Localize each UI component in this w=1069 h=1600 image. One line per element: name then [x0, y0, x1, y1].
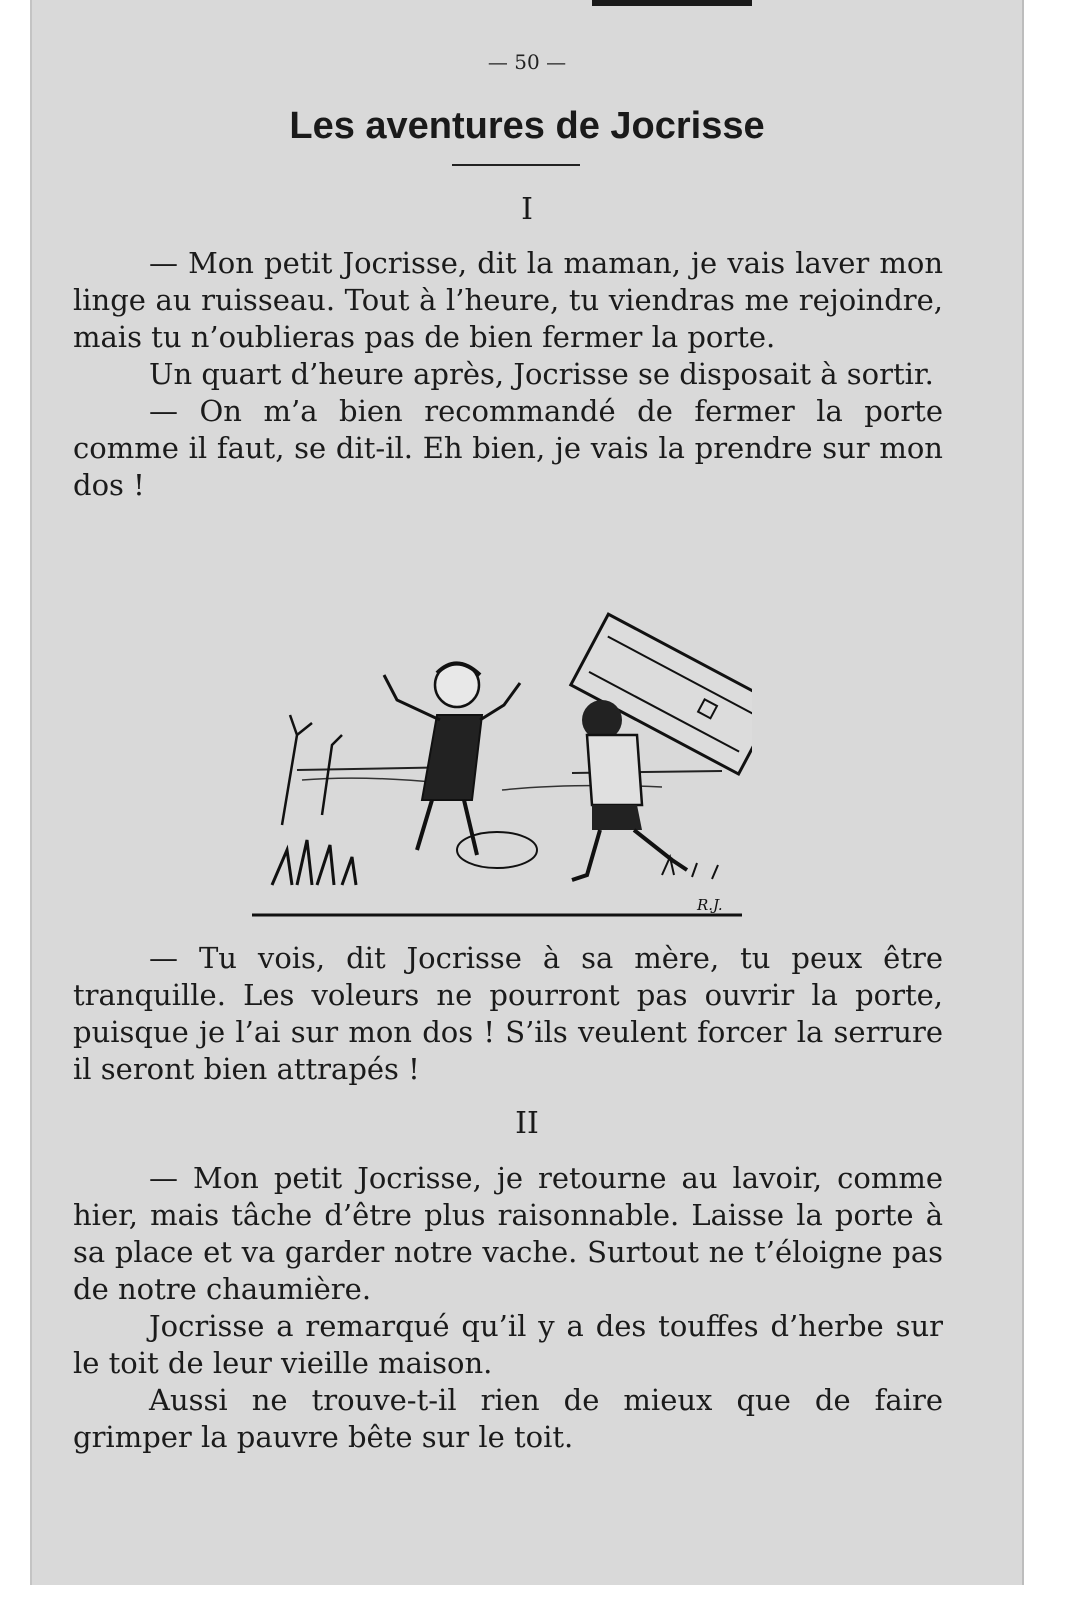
illustration-signature: R.J. — [697, 896, 723, 914]
section-1-continuation — [73, 940, 943, 1088]
section-numeral-1: I — [521, 192, 533, 227]
paragraph: Aussi ne trouve-t-il rien de mieux que de faire grimper la pauvre bête sur le toit. — [73, 1383, 943, 1454]
section-2-text — [73, 1160, 943, 1456]
section-1-text — [73, 245, 943, 504]
page-number: — 50 — — [487, 50, 567, 74]
illustration-jocrisse-carrying-door — [242, 595, 752, 925]
page-top-edge — [592, 0, 752, 6]
paragraph: — Tu vois, dit Jocrisse à sa mère, tu peux être tranquille. Les voleurs ne pourront pas ouvrir la porte, puisque je l’ai sur mon dos ! S’ils veulent forcer la serrure il seront bien attrapés ! — [73, 941, 943, 1086]
paragraph: — Mon petit Jocrisse, je retourne au lavoir, comme hier, mais tâche d’être plus raisonnable. Laisse la porte à sa place et va garder notre vache. Surtout ne t’éloigne pas de notre chaumière. — [73, 1161, 943, 1306]
paragraph: — On m’a bien recommandé de fermer la porte comme il faut, se dit-il. Eh bien, je vais la prendre sur mon dos ! — [73, 394, 943, 502]
paragraph: Un quart d’heure après, Jocrisse se disposait à sortir. — [149, 357, 934, 391]
section-numeral-2: II — [515, 1106, 539, 1141]
page-title: Les aventures de Jocrisse — [289, 105, 765, 147]
paragraph: Jocrisse a remarqué qu’il y a des touffes d’herbe sur le toit de leur vieille maison. — [73, 1309, 943, 1380]
title-divider — [452, 164, 580, 166]
book-page — [30, 0, 1024, 1585]
paragraph: — Mon petit Jocrisse, dit la maman, je vais laver mon linge au ruisseau. Tout à l’heure, tu viendras me rejoindre, mais tu n’oublieras pas de bien fermer la porte. — [73, 246, 943, 354]
